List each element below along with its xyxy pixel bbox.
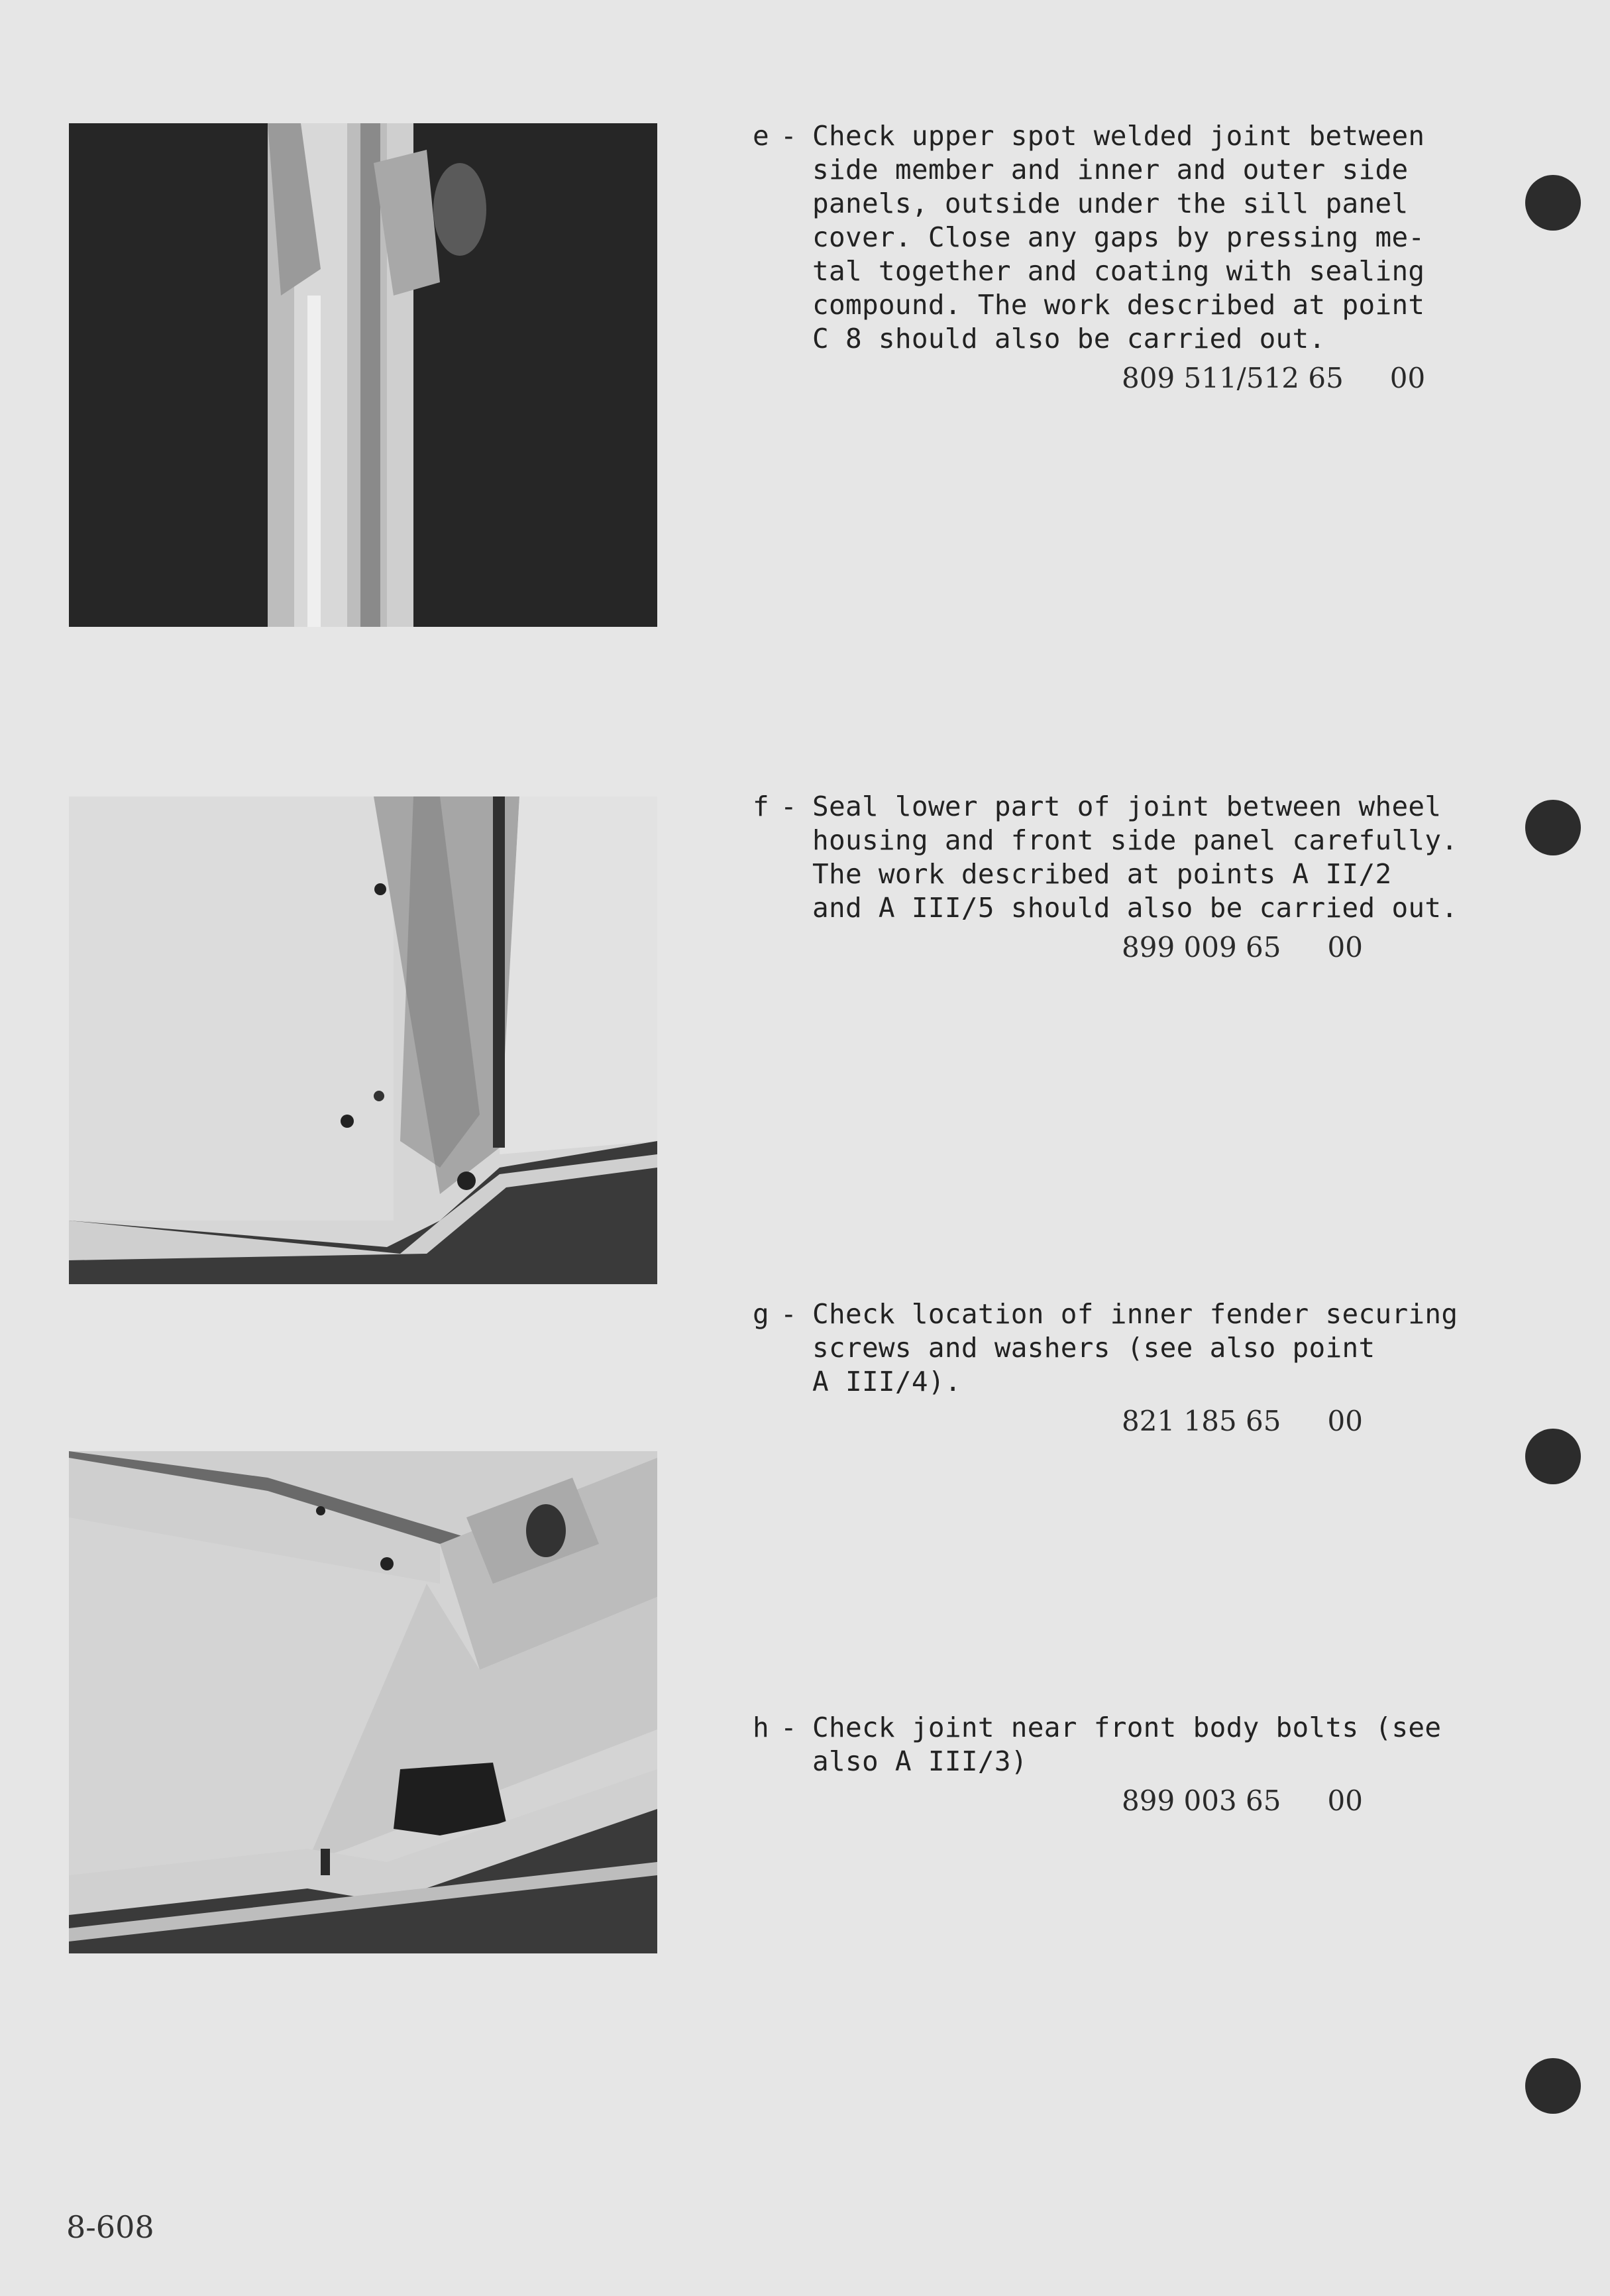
- binder-hole: [1525, 2058, 1581, 2114]
- part-reference: [753, 1782, 1521, 1820]
- item-letter: g: [753, 1298, 769, 1330]
- part-reference: [753, 360, 1521, 397]
- item-dash: -: [780, 1298, 797, 1330]
- part-reference: [753, 929, 1521, 966]
- part-suffix: 00: [1327, 931, 1363, 963]
- instruction-item-h: [753, 1711, 1521, 1820]
- part-suffix: 00: [1389, 362, 1426, 394]
- instruction-item-e: [753, 119, 1521, 397]
- item-dash: -: [780, 1712, 797, 1743]
- binder-hole: [1525, 175, 1581, 231]
- item-text: Seal lower part of joint between wheel housing and front side panel carefully. The work described at points A II/2 and A III/5 should also be carried out.: [812, 791, 1458, 924]
- item-text: Check joint near front body bolts (see also A III/3): [812, 1712, 1442, 1777]
- part-number: 899 009 65: [1122, 931, 1281, 963]
- binder-hole: [1525, 1429, 1581, 1484]
- page-number: 8-608: [66, 2209, 154, 2245]
- photo-side-member-joint: [69, 123, 657, 627]
- part-suffix: 00: [1327, 1784, 1363, 1817]
- part-suffix: 00: [1327, 1405, 1363, 1437]
- part-number: 899 003 65: [1122, 1784, 1281, 1817]
- item-dash: -: [780, 120, 797, 152]
- item-text: Check upper spot welded joint between side member and inner and outer side panels, outside under the sill panel cover. Close any gaps by pressing me- tal together and coating with sealing compound. The work described at point C 8 should also be carried out.: [812, 120, 1425, 355]
- binder-hole: [1525, 800, 1581, 855]
- item-text: Check location of inner fender securing screws and washers (see also point A III/4).: [812, 1298, 1458, 1397]
- instruction-item-f: [753, 790, 1521, 966]
- photo-front-body-bolts: [69, 1451, 657, 1953]
- part-number: 821 185 65: [1122, 1405, 1281, 1437]
- instruction-item-g: [753, 1297, 1521, 1440]
- part-reference: [753, 1403, 1521, 1440]
- item-letter: e: [753, 120, 769, 152]
- item-letter: f: [753, 791, 769, 822]
- item-letter: h: [753, 1712, 769, 1743]
- photo-wheel-housing-joint: [69, 796, 657, 1284]
- item-dash: -: [780, 791, 797, 822]
- part-number: 809 511/512 65: [1122, 362, 1344, 394]
